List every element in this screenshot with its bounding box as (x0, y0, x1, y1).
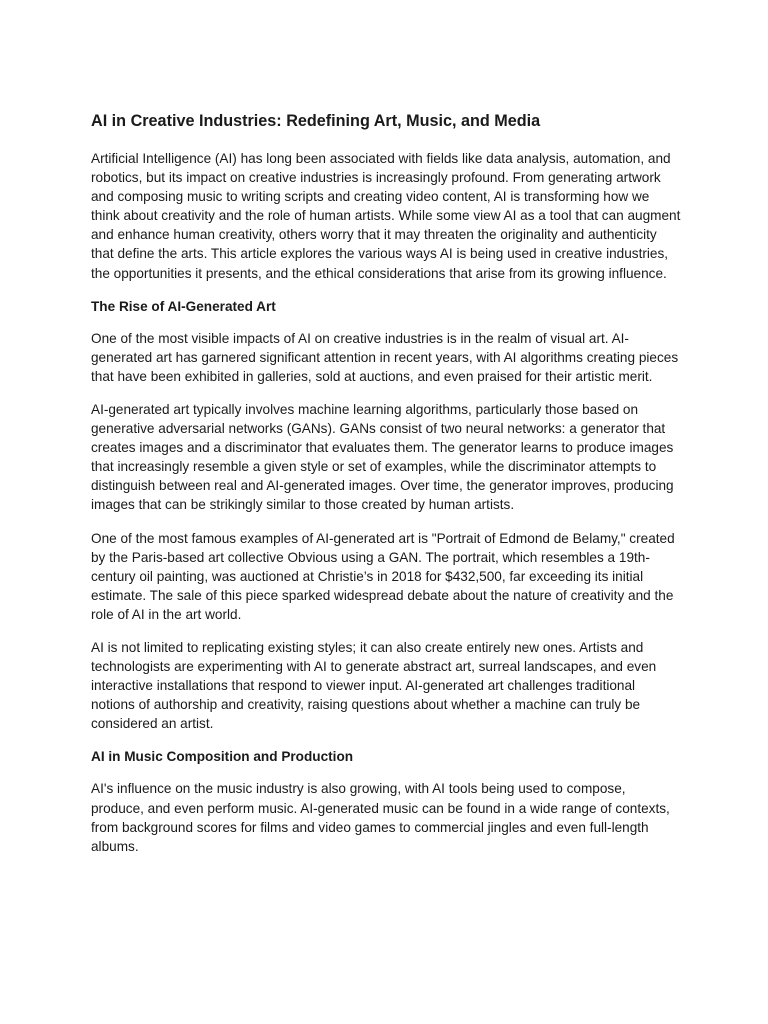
section-heading-ai-art: The Rise of AI-Generated Art (91, 298, 276, 314)
section-heading-ai-music: AI in Music Composition and Production (91, 749, 354, 765)
intro-paragraph: Artificial Intelligence (AI) has long been associated with fields like data analysis, automation, and robotics, but its impact on creative industries is increasingly profound. From generating artwork and composing music to writing scripts and creating video content, AI is transforming how we think about creativity and the role of human artists. While some view AI as a tool that can augment and enhance human creativity, others worry that it may threaten the originality and authenticity that define the arts. This article explores the various ways AI is being used in creative industries, the opportunities it presents, and the ethical considerations that arise from its growing influence. (91, 151, 681, 281)
paragraph: AI-generated art typically involves machine learning algorithms, particularly those based on generative adversarial networks (GANs). GANs consist of two neural networks: a generator that creates images and a discriminator that evaluates them. The generator learns to produce images that increasingly resemble a given style or set of examples, while the discriminator attempts to distinguish between real and AI-generated images. Over time, the generator improves, producing images that can be strikingly similar to those created by human artists. (91, 401, 674, 513)
paragraph: AI's influence on the music industry is also growing, with AI tools being used to compose, produce, and even perform music. AI-generated music can be found in a wide range of contexts, from background scores for films and video games to commercial jingles and even full-length albums. (91, 781, 670, 854)
page-title: AI in Creative Industries: Redefining Art, Music, and Media (91, 112, 541, 130)
paragraph: AI is not limited to replicating existing styles; it can also create entirely new ones. Artists and technologists are experimenting with AI to generate abstract art, surreal landscapes, and even interactive installations that respond to viewer input. AI-generated art challenges traditional notions of authorship and creativity, raising questions about whether a machine can truly be considered an artist. (91, 639, 657, 732)
paragraph: One of the most visible impacts of AI on creative industries is in the realm of visual art. AI-generated art has garnered significant attention in recent years, with AI algorithms creating pieces that have been exhibited in galleries, sold at auctions, and even praised for their artistic merit. (91, 330, 679, 384)
paragraph: One of the most famous examples of AI-generated art is "Portrait of Edmond de Belamy," created by the Paris-based art collective Obvious using a GAN. The portrait, which resembles a 19th-century oil painting, was auctioned at Christie’s in 2018 for $432,500, far exceeding its initial estimate. The sale of this piece sparked widespread debate about the nature of creativity and the role of AI in the art world. (91, 530, 675, 622)
document-page (91, 111, 681, 870)
